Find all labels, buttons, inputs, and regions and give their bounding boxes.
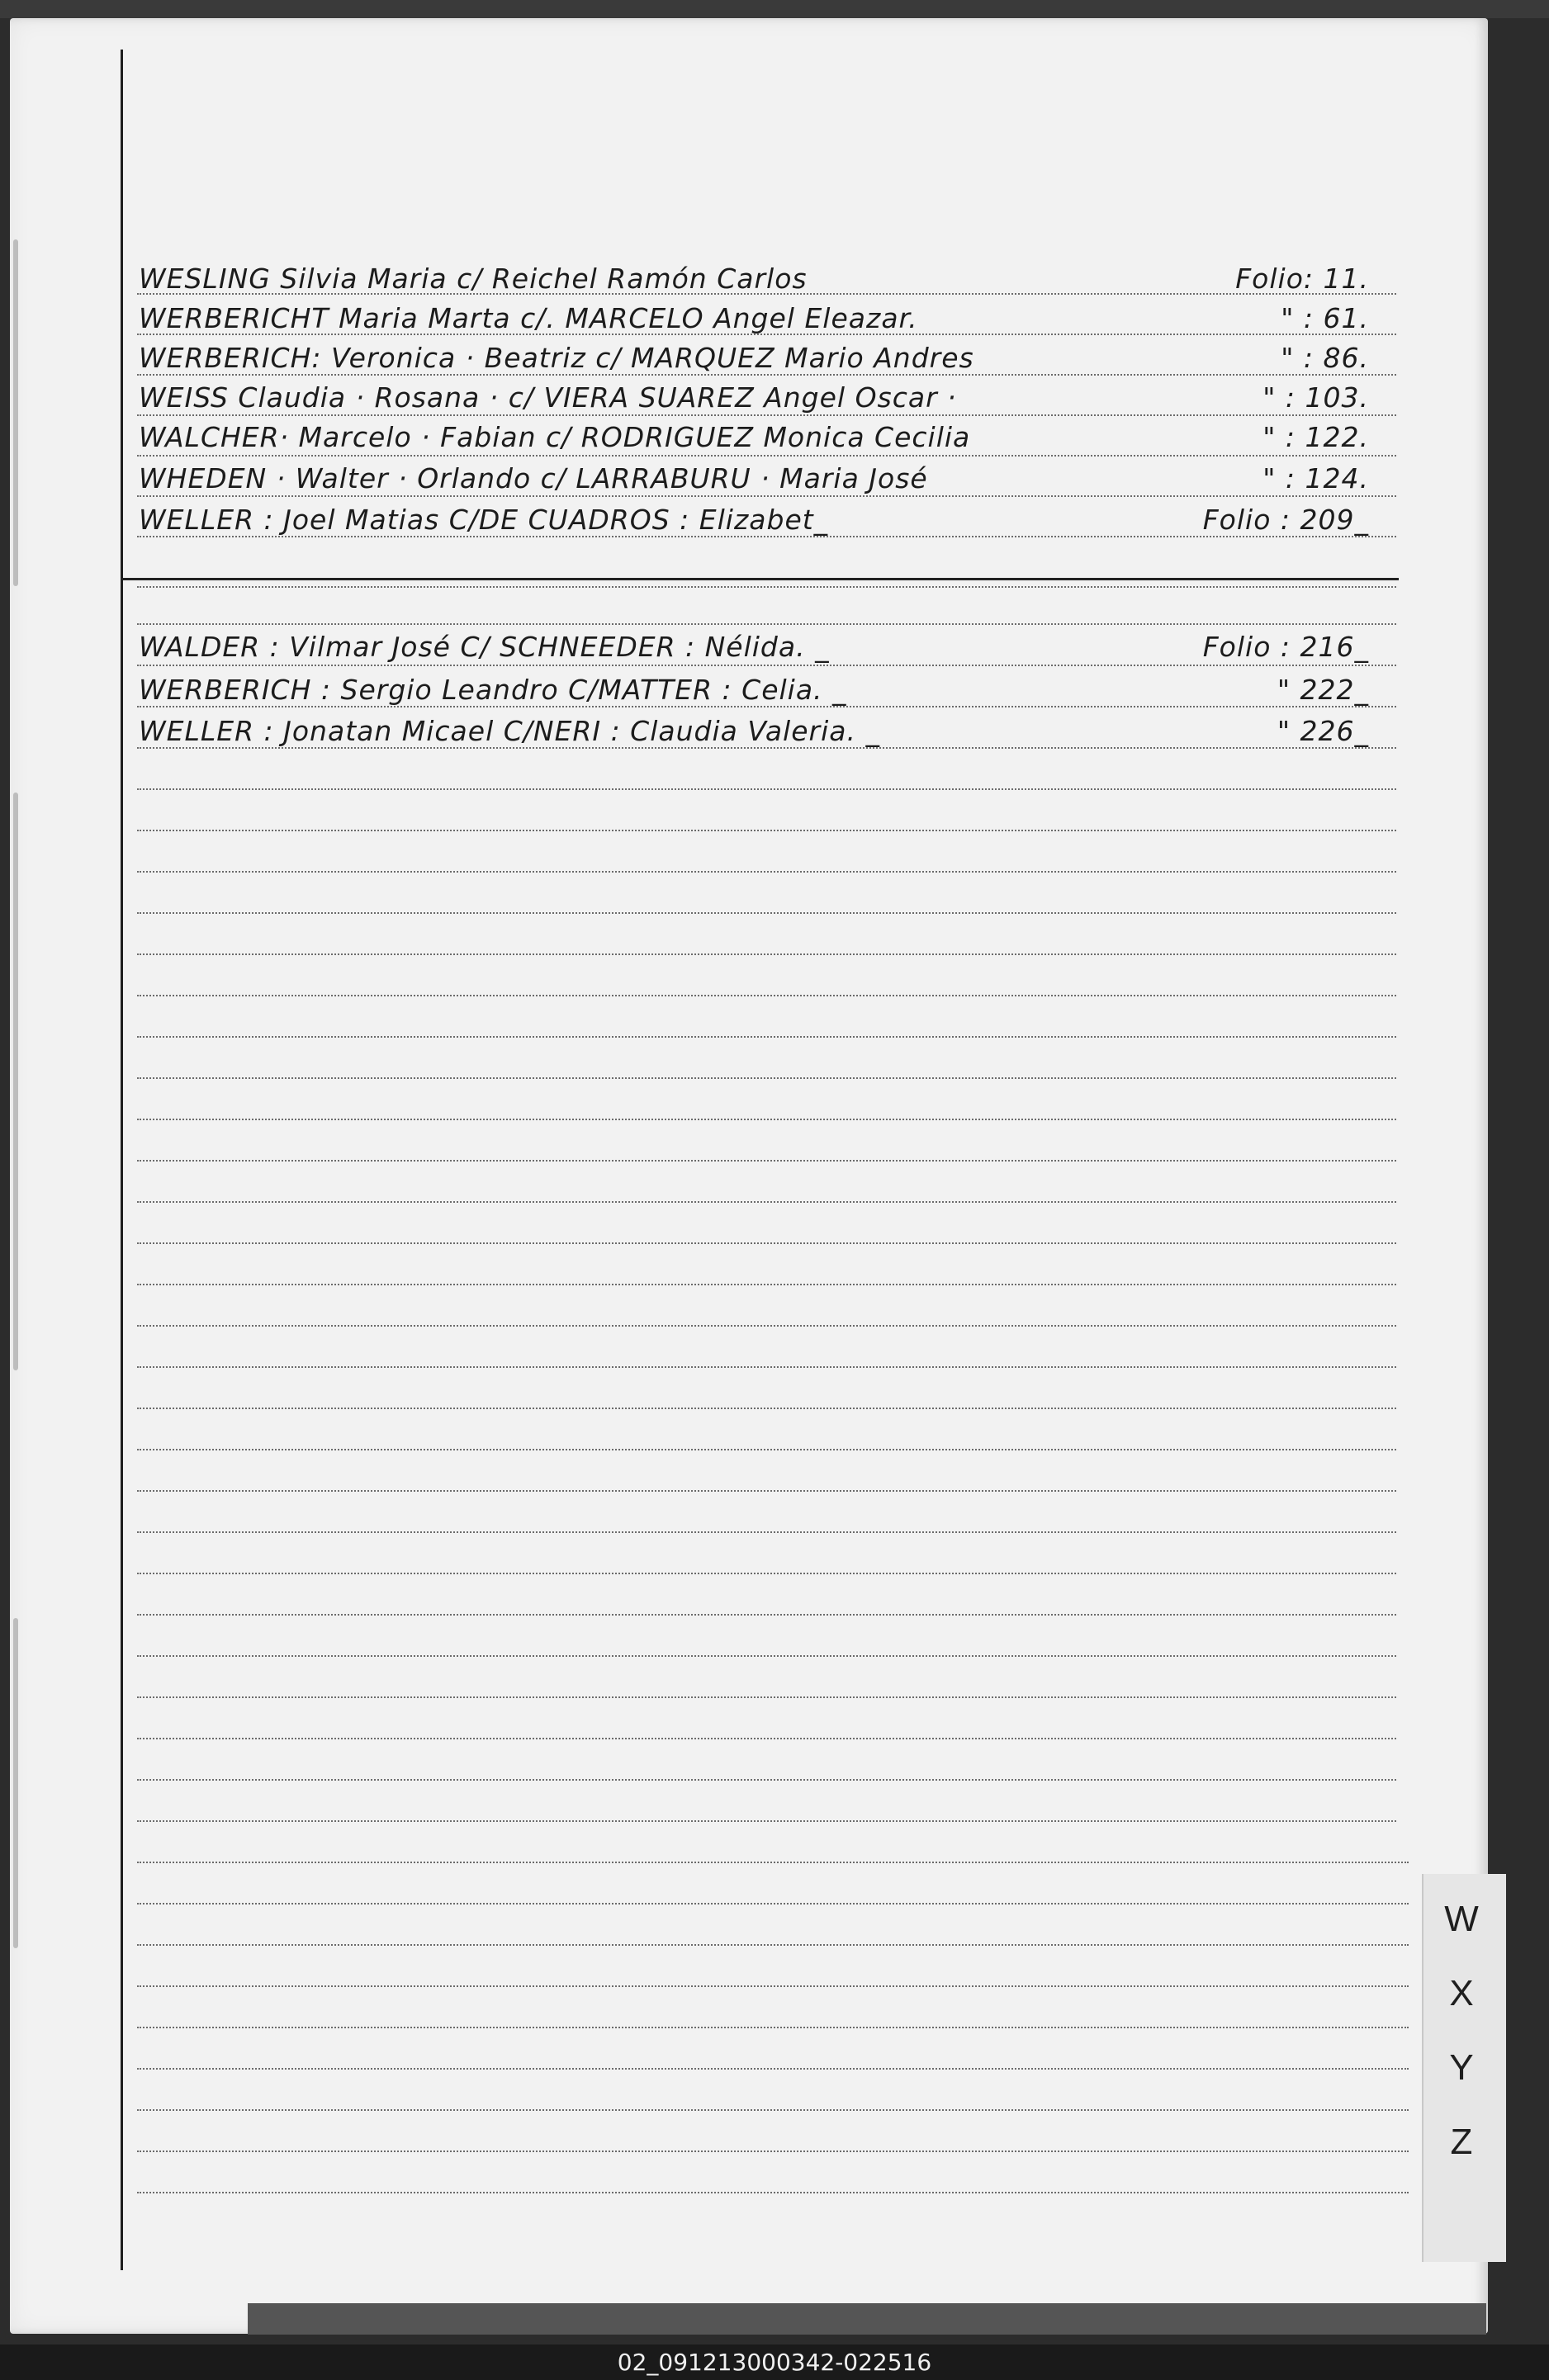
binding-mark bbox=[13, 1618, 18, 1948]
entry-folio: Folio: 11. bbox=[1235, 263, 1369, 295]
ruled-line bbox=[137, 2192, 1409, 2193]
ruled-line bbox=[137, 1903, 1409, 1904]
entry-name: WHEDEN · Walter · Orlando c/ LARRABURU · Maria José bbox=[139, 462, 928, 494]
ruled-line bbox=[137, 1242, 1396, 1244]
ruled-line bbox=[137, 953, 1396, 955]
ruled-line bbox=[137, 1119, 1396, 1120]
ruled-line bbox=[137, 995, 1396, 996]
entry-folio: " 226_ bbox=[1277, 715, 1369, 747]
entry-name: WESLING Silvia Maria c/ Reichel Ramón Carlos bbox=[139, 263, 808, 295]
index-tab-w[interactable]: W bbox=[1444, 1899, 1479, 1939]
ledger-entry bbox=[139, 459, 1394, 499]
entry-name: WEISS Claudia · Rosana · c/ VIERA SUAREZ Angel Oscar · bbox=[139, 381, 957, 414]
entry-name: WELLER : Joel Matias C/DE CUADROS : Elizabet_ bbox=[139, 504, 829, 536]
scan-top-edge bbox=[0, 0, 1549, 18]
margin-line bbox=[121, 50, 123, 2270]
ruled-line bbox=[137, 1944, 1409, 1946]
ruled-line bbox=[137, 1366, 1396, 1368]
ruled-line bbox=[137, 1160, 1396, 1162]
ruled-line bbox=[137, 2027, 1409, 2028]
ledger-entry bbox=[139, 670, 1394, 710]
binding-mark bbox=[13, 239, 18, 586]
entry-folio: Folio : 216_ bbox=[1202, 631, 1369, 663]
ruled-line bbox=[137, 2068, 1409, 2070]
ruled-line bbox=[137, 1325, 1396, 1327]
ruled-line bbox=[137, 1862, 1409, 1863]
ruled-line bbox=[137, 871, 1396, 873]
ruled-line bbox=[137, 1408, 1396, 1409]
ledger-entry bbox=[139, 627, 1394, 667]
ledger-entry bbox=[139, 378, 1394, 418]
entry-name: WALDER : Vilmar José C/ SCHNEEDER : Nélida. _ bbox=[139, 631, 830, 663]
ruled-line bbox=[137, 1738, 1396, 1739]
section-divider bbox=[121, 578, 1399, 580]
ruled-line bbox=[137, 788, 1396, 790]
page-bottom-shadow bbox=[248, 2303, 1486, 2335]
entry-folio: " : 124. bbox=[1262, 462, 1369, 494]
ruled-line bbox=[137, 1820, 1396, 1822]
ruled-line bbox=[137, 1284, 1396, 1285]
entry-name: WERBERICHT Maria Marta c/. MARCELO Angel Eleazar. bbox=[139, 302, 918, 334]
ruled-line bbox=[137, 830, 1396, 831]
ruled-line bbox=[137, 586, 1396, 588]
ruled-line bbox=[137, 1077, 1396, 1079]
entry-name: WALCHER· Marcelo · Fabian c/ RODRIGUEZ Monica Cecilia bbox=[139, 421, 971, 453]
ledger-entry bbox=[139, 299, 1394, 338]
ruled-line bbox=[137, 1614, 1396, 1616]
entry-folio: " : 122. bbox=[1262, 421, 1369, 453]
index-tab-y[interactable]: Y bbox=[1449, 2047, 1474, 2088]
ruled-line bbox=[137, 1201, 1396, 1203]
index-tab-z[interactable]: Z bbox=[1450, 2122, 1473, 2162]
entry-name: WERBERICH: Veronica · Beatriz c/ MARQUEZ Mario Andres bbox=[139, 342, 974, 374]
ruled-line bbox=[137, 1449, 1396, 1450]
ruled-line bbox=[137, 1779, 1396, 1781]
ruled-line bbox=[137, 1655, 1396, 1657]
ruled-line bbox=[137, 1985, 1409, 1987]
entry-folio: " 222_ bbox=[1277, 674, 1369, 706]
ruled-line bbox=[137, 2151, 1409, 2152]
index-tab-x[interactable]: X bbox=[1449, 1973, 1474, 2013]
scan-id-footer: 02_091213000342-022516 bbox=[0, 2345, 1549, 2380]
ledger-entry bbox=[139, 338, 1394, 378]
ruled-line bbox=[137, 912, 1396, 914]
ledger-entry bbox=[139, 418, 1394, 457]
ruled-line bbox=[137, 1573, 1396, 1574]
ruled-line bbox=[137, 623, 1396, 625]
entry-folio: Folio : 209_ bbox=[1202, 504, 1369, 536]
ruled-line bbox=[137, 1490, 1396, 1492]
ledger-entry bbox=[139, 500, 1394, 540]
ledger-entry bbox=[139, 712, 1394, 751]
entry-folio: " : 86. bbox=[1281, 342, 1369, 374]
ruled-line bbox=[137, 1036, 1396, 1038]
ledger-entry bbox=[139, 259, 1394, 299]
ruled-line bbox=[137, 1531, 1396, 1533]
entry-name: WELLER : Jonatan Micael C/NERI : Claudia Valeria. _ bbox=[139, 715, 880, 747]
binding-mark bbox=[13, 793, 18, 1370]
entry-folio: " : 61. bbox=[1281, 302, 1369, 334]
ruled-line bbox=[137, 2109, 1409, 2111]
ruled-line bbox=[137, 1696, 1396, 1698]
entry-folio: " : 103. bbox=[1262, 381, 1369, 414]
entry-name: WERBERICH : Sergio Leandro C/MATTER : Celia. _ bbox=[139, 674, 847, 706]
